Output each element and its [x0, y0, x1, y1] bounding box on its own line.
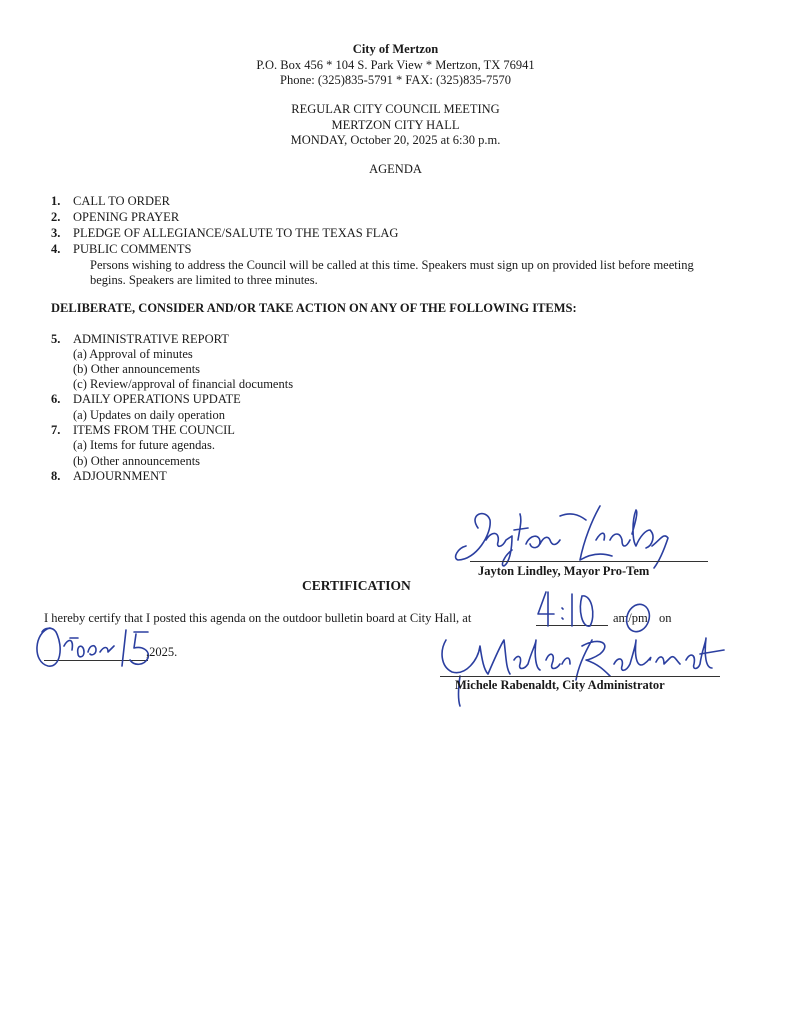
item-7b: (b) Other announcements	[73, 454, 201, 468]
item-5c: (c) Review/approval of financial documents	[73, 377, 294, 391]
admin-name-title: Michele Rabenaldt, City Administrator	[455, 678, 665, 692]
admin-signature-line	[440, 676, 720, 677]
item-6a: (a) Updates on daily operation	[73, 408, 226, 422]
meeting-location: MERTZON CITY HALL	[331, 118, 460, 132]
item-5-text: ADMINISTRATIVE REPORT	[73, 332, 229, 346]
item-6-number: 6.	[51, 392, 61, 406]
item-6-text: DAILY OPERATIONS UPDATE	[73, 392, 241, 406]
public-comments-note-line2: begins. Speakers are limited to three minutes.	[90, 273, 318, 287]
meeting-type: REGULAR CITY COUNCIL MEETING	[291, 102, 500, 116]
item-8-number: 8.	[51, 469, 61, 483]
city-phone: Phone: (325)835-5791 * FAX: (325)835-7570	[280, 73, 511, 87]
item-5b: (b) Other announcements	[73, 362, 201, 376]
item-4-number: 4.	[51, 242, 61, 256]
item-5-number: 5.	[51, 332, 61, 346]
ampm-label: am/pm	[613, 611, 648, 625]
item-7a: (a) Items for future agendas.	[73, 438, 215, 452]
item-5a: (a) Approval of minutes	[73, 347, 193, 361]
item-7-number: 7.	[51, 423, 61, 437]
item-8-text: ADJOURNMENT	[73, 469, 167, 483]
item-1-text: CALL TO ORDER	[73, 194, 170, 208]
city-address: P.O. Box 456 * 104 S. Park View * Mertzon, TX 76941	[256, 58, 535, 72]
certification-statement: I hereby certify that I posted this agenda on the outdoor bulletin board at City Hall, at	[44, 611, 472, 625]
item-4-text: PUBLIC COMMENTS	[73, 242, 192, 256]
item-2-text: OPENING PRAYER	[73, 210, 180, 224]
item-7-text: ITEMS FROM THE COUNCIL	[73, 423, 235, 437]
deliberate-heading: DELIBERATE, CONSIDER AND/OR TAKE ACTION ON ANY OF THE FOLLOWING ITEMS:	[51, 301, 577, 315]
year-label: ,2025.	[146, 645, 178, 659]
public-comments-note-line1: Persons wishing to address the Council will be called at this time. Speakers must sign up on provided list before meeting	[90, 258, 694, 272]
city-name: City of Mertzon	[352, 42, 439, 56]
mayor-name-title: Jayton Lindley, Mayor Pro-Tem	[478, 564, 650, 578]
on-label: on	[659, 611, 672, 625]
item-1-number: 1.	[51, 194, 61, 208]
item-2-number: 2.	[51, 210, 61, 224]
agenda-title: AGENDA	[369, 162, 422, 176]
item-3-number: 3.	[51, 226, 61, 240]
meeting-datetime: MONDAY, October 20, 2025 at 6:30 p.m.	[290, 133, 501, 147]
item-3-text: PLEDGE OF ALLEGIANCE/SALUTE TO THE TEXAS FLAG	[73, 226, 399, 240]
certification-title: CERTIFICATION	[302, 578, 411, 593]
